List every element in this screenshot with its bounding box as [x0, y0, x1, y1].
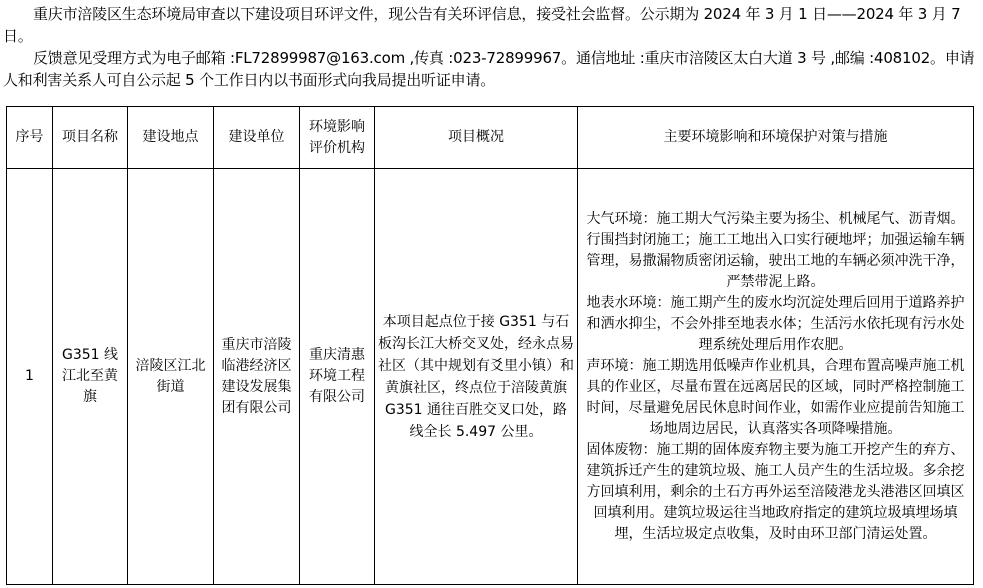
- header-index: 序号: [7, 107, 53, 169]
- cell-eia-agency: 重庆清惠环境工程有限公司: [300, 169, 375, 585]
- cell-project-name: G351 线江北至黄旗: [53, 169, 128, 585]
- header-name: 项目名称: [53, 107, 128, 169]
- header-builder: 建设单位: [214, 107, 300, 169]
- notice-paragraph-period: 重庆市涪陵区生态环境局审查以下建设项目环评文件，现公告有关环评信息，接受社会监督。公示期为 2024 年 3 月 1 日——2024 年 3 月 7 日。: [3, 5, 961, 45]
- measure-solid-waste: 固体废物：施工期的固体废弃物主要为施工开挖产生的弃方、建筑拆迁产生的建筑垃圾、施工人员产生的生活垃圾。多余挖方回填利用，剩余的土石方再外运至涪陵港龙头港港区回填区回填利用。建筑垃圾运往当地政府指定的建筑垃圾填埋场填埋，生活垃圾定点收集，及时由环卫部门清运处置。: [586, 441, 965, 542]
- measure-surface-water: 地表水环境：施工期产生的废水均沉淀处理后回用于道路养护和洒水抑尘，不会外排至地表水体；生活污水依托现有污水处理系统处理后用作农肥。: [586, 294, 965, 353]
- measure-noise: 声环境：施工期选用低噪声作业机具，合理布置高噪声施工机具的作业区，尽量布置在远离居民的区域，同时严格控制施工时间，尽量避免居民休息时间作业，如需作业应提前告知施工场地周边居民，认真落实各项降噪措施。: [586, 357, 965, 437]
- header-measures: 主要环境影响和环境保护对策与措施: [578, 107, 974, 169]
- header-overview: 项目概况: [375, 107, 578, 169]
- cell-overview: 本项目起点位于接 G351 与石板沟长江大桥交叉处，经永点易社区（其中规划有爻里小镇）和黄旗社区，终点位于涪陵黄旗 G351 通往百胜交叉口处，路线全长 5.497 公里。: [375, 169, 578, 585]
- notice-intro: [3, 3, 980, 91]
- table-row: [7, 169, 974, 585]
- cell-location: 涪陵区江北街道: [128, 169, 214, 585]
- cell-measures: [578, 169, 974, 585]
- cell-index: 1: [7, 169, 53, 585]
- project-table: [6, 106, 974, 585]
- measure-air: 大气环境：施工期大气污染主要为扬尘、机械尾气、沥青烟。行围挡封闭施工；施工工地出入口实行硬地坪；加强运输车辆管理，易撒漏物质密闭运输，驶出工地的车辆必须冲洗干净，严禁带泥上路。: [586, 210, 965, 290]
- header-eia-agency: 环境影响评价机构: [300, 107, 375, 169]
- notice-paragraph-feedback: 反馈意见受理方式为电子邮箱 :FL72899987@163.com ,传真 :023-72899967。通信地址 :重庆市涪陵区太白大道 3 号 ,邮编 :408102。申请人和利害关系人可自公示起 5 个工作日内以书面形式向我局提出听证申请。: [3, 49, 975, 89]
- table-header-row: [7, 107, 974, 169]
- cell-builder: 重庆市涪陵临港经济区建设发展集团有限公司: [214, 169, 300, 585]
- header-location: 建设地点: [128, 107, 214, 169]
